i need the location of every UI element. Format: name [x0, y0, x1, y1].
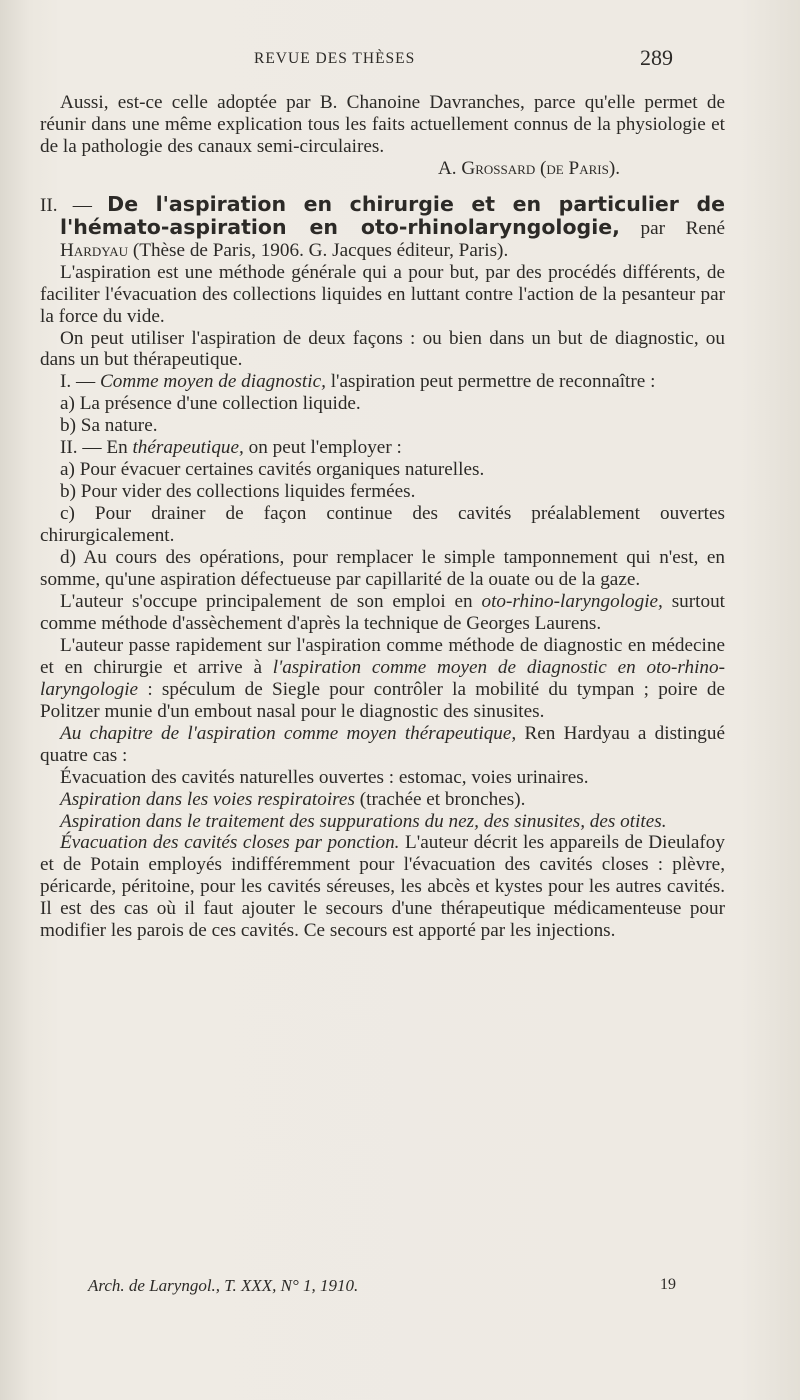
article-heading	[40, 191, 726, 262]
paragraph-text: (trachée et bronches).	[359, 788, 526, 810]
section-text: l'aspiration peut permettre de reconnaître :	[330, 371, 656, 393]
list-item: b) Pour vider des collections liquides fermées.	[60, 481, 416, 503]
article-title: De l'aspiration en chirurgie et en particulier de l'hémato-aspiration en oto-rhinolaryngologie,	[60, 191, 726, 239]
page-footer	[88, 1276, 676, 1296]
paragraph	[40, 811, 725, 833]
paragraph-text: surtout comme méthode d'assèchement d'après la technique de Georges Laurens.	[40, 590, 726, 634]
paragraph-emphasis: oto-rhino-laryngologie,	[481, 590, 663, 612]
paragraph-text: : spéculum de Siegle pour contrôler la mobilité du tympan ; poire de Politzer munie d'un embout nasal pour le diagnostic des sinusites.	[40, 678, 725, 722]
paragraph: L'aspiration est une méthode générale qui a pour but, par des procédés différents, de faciliter l'évacuation des collections liquides en luttant contre l'action de la pesanteur par la force du vide.	[40, 261, 725, 327]
paragraph: Évacuation des cavités naturelles ouvertes : estomac, voies urinaires.	[60, 766, 589, 788]
running-header: REVUE DES THÈSES	[254, 50, 416, 67]
paragraph-emphasis: l'aspiration comme moyen de diagnostic en oto-rhino-laryngologie	[40, 656, 726, 700]
article-citation: (Thèse de Paris, 1906. G. Jacques éditeur, Paris).	[132, 239, 509, 261]
intro-signature	[40, 158, 725, 180]
section-text: on peut l'employer :	[248, 437, 402, 459]
paragraph-emphasis: Aspiration dans les voies respiratoires	[60, 788, 355, 810]
paragraph-text: Ren Hardyau a distingué quatre cas :	[40, 722, 726, 766]
section-lead: II. — En	[60, 437, 128, 459]
paragraph-emphasis: Aspiration dans le traitement des suppurations du nez, des sinusites, des otites.	[60, 810, 667, 832]
paragraph	[40, 832, 725, 942]
list-item: c) Pour drainer de façon continue des cavités préalablement ouvertes chirurgicalement.	[40, 503, 725, 547]
page-number: 289	[640, 45, 673, 70]
article-author: Hardyau	[60, 239, 129, 261]
paragraph	[40, 723, 725, 767]
section-emphasis: thérapeutique,	[132, 437, 244, 459]
paragraph-text: L'auteur passe rapidement sur l'aspiration comme méthode de diagnostic en médecine et en chirurgie et arrive à	[40, 634, 725, 678]
paragraph-emphasis: Au chapitre de l'aspiration comme moyen thérapeutique,	[60, 722, 517, 744]
article-number: II. —	[40, 194, 92, 216]
section-lead: I. —	[60, 371, 96, 393]
signature-mark: 19	[660, 1276, 676, 1293]
list-item: a) La présence d'une collection liquide.	[60, 393, 361, 415]
paragraph-emphasis: Évacuation des cavités closes par ponction.	[60, 832, 400, 854]
paragraph	[40, 591, 725, 635]
intro-paragraph: Aussi, est-ce celle adoptée par B. Chanoine Davranches, parce qu'elle permet de réunir dans une même explication tous les faits actuellement connus de la physiologie et de la pathologie des canaux semi-circulaires.	[40, 92, 725, 157]
list-item: d) Au cours des opérations, pour remplacer le simple tamponnement qui n'est, en somme, qu'une aspiration défectueuse par capillarité de la ouate ou de la gaze.	[40, 547, 725, 591]
paragraph	[40, 635, 725, 723]
reviewer-signature: A. Grossard (de Paris).	[437, 157, 620, 179]
paragraph: On peut utiliser l'aspiration de deux façons : ou bien dans un but de diagnostic, ou dans un but thérapeutique.	[40, 327, 725, 371]
list-item: b) Sa nature.	[60, 415, 158, 437]
paragraph-text: L'auteur décrit les appareils de Dieulafoy et de Potain employés indifféremment pour l'évacuation des cavités closes : plèvre, péricarde, péritoine, pour les cavités séreuses, les abcès et kystes pour les autres cavités. Il est des cas où il faut ajouter le secours d'une thérapeutique médicamenteuse pour modifier les parois de ces cavités. Ce secours est apporté par les injections.	[40, 832, 725, 942]
paragraph-text: L'auteur s'occupe principalement de son emploi en	[60, 590, 473, 612]
list-item: a) Pour évacuer certaines cavités organiques naturelles.	[60, 459, 485, 481]
body-text	[40, 92, 725, 942]
journal-citation: Arch. de Laryngol., T. XXX, N° 1, 1910.	[88, 1276, 359, 1295]
paragraph	[40, 371, 725, 393]
paragraph	[40, 789, 725, 811]
article-by: par René	[640, 217, 725, 239]
paragraph	[40, 437, 725, 459]
section-emphasis: Comme moyen de diagnostic,	[99, 371, 326, 393]
